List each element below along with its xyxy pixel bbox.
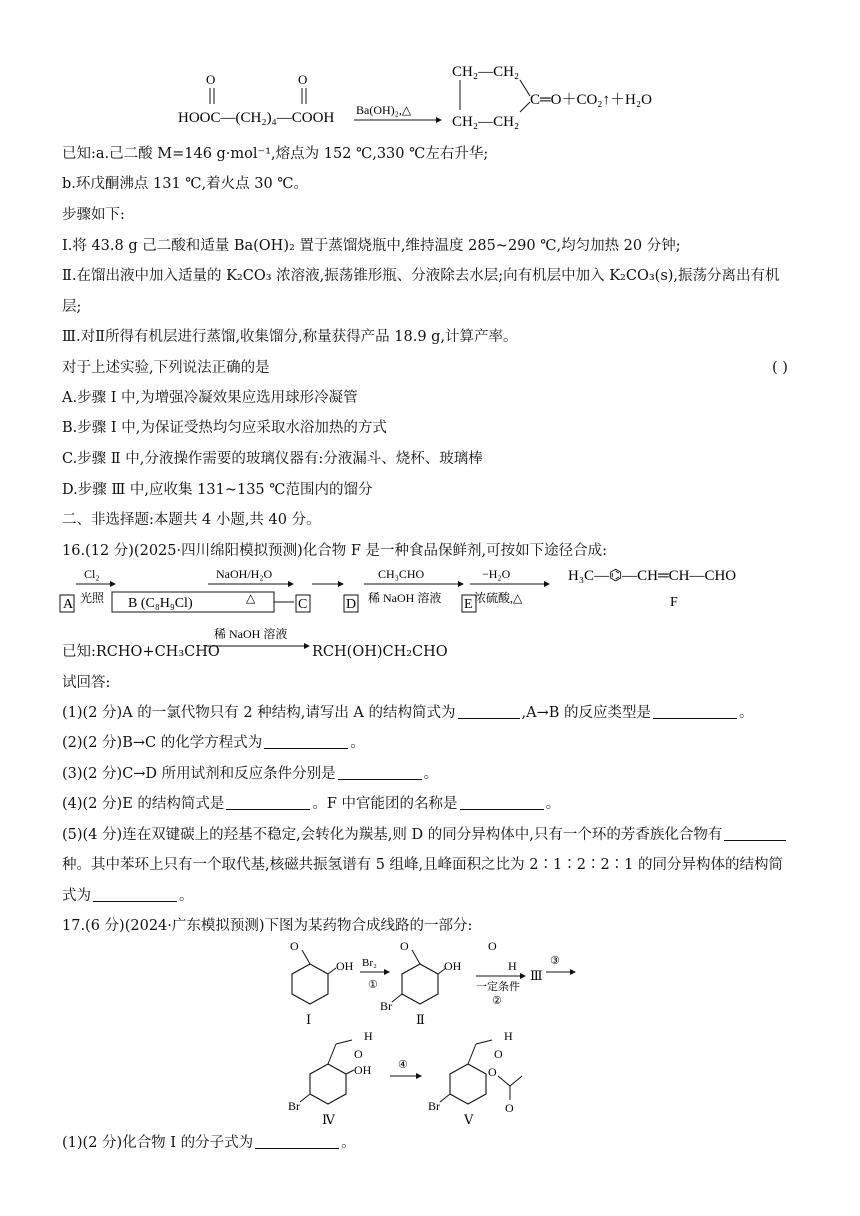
label-v: Ⅴ: [464, 1112, 474, 1127]
r3-bottom: 稀 NaOH 溶液: [368, 591, 442, 605]
blank-5a[interactable]: [724, 826, 786, 841]
question-stem: 对于上述实验,下列说法正确的是: [62, 360, 270, 376]
aldehyde-h: H: [508, 959, 517, 973]
r3-top: CH₃CHO: [378, 567, 425, 581]
blank-5c[interactable]: [93, 887, 177, 902]
r4-top: −H₂O: [482, 567, 511, 581]
q17-scheme: [280, 936, 600, 1128]
option-c: C.步骤 Ⅱ 中,分液操作需要的玻璃仪器有:分液漏斗、烧杯、玻璃棒: [62, 451, 483, 467]
ii-br: Br: [380, 999, 392, 1013]
q16-a-box: A: [63, 597, 74, 612]
blank-17-1[interactable]: [255, 1134, 339, 1149]
q16-b-box: B (C₈H₉Cl): [128, 596, 193, 611]
reagent-label: Ba(OH)₂,△: [356, 103, 412, 117]
step-3: Ⅲ.对Ⅱ所得有机层进行蒸馏,收集馏分,称量获得产品 18.9 g,计算产率。: [62, 329, 518, 345]
f-label: F: [670, 595, 678, 610]
label-iii: Ⅲ: [530, 968, 543, 983]
step2-no: ②: [492, 995, 502, 1007]
known16-reagent: 稀 NaOH 溶液: [214, 627, 288, 641]
step4-no: ④: [398, 1059, 408, 1071]
q16-part-1: (1)(2 分)A 的一氯代物只有 2 种结构,请写出 A 的结构简式为 ,A→B 的反应类型是 。: [62, 705, 754, 721]
option-a: A.步骤 Ⅰ 中,为增强冷凝效果应选用球形冷凝管: [62, 390, 358, 406]
q16-e-box: E: [464, 597, 473, 612]
blank-4b[interactable]: [460, 795, 544, 810]
q17-part-1: (1)(2 分)化合物 Ⅰ 的分子式为 。: [62, 1135, 356, 1151]
q16-part-3: (3)(2 分)C→D 所用试剂和反应条件分别是 。: [62, 766, 439, 782]
q16-title: 16.(12 分)(2025·四川绵阳模拟预测)化合物 F 是一种食品保鲜剂,可按如下途径合成:: [62, 543, 608, 559]
iv-o: O: [354, 1047, 363, 1061]
q16-part-2: (2)(2 分)B→C 的化学方程式为 。: [62, 735, 365, 751]
q16-part-5b: 种。其中苯环上只有一个取代基,核磁共振氢谱有 5 组峰,且峰面积之比为 2∶1∶2∶2∶1 的同分异构体的结构简: [62, 857, 784, 873]
label-iv: Ⅳ: [322, 1112, 335, 1127]
option-d: D.步骤 Ⅲ 中,应收集 131~135 ℃范围内的馏分: [62, 482, 373, 498]
v-ester-o: O: [488, 1065, 497, 1079]
q16-scheme: [58, 562, 798, 620]
q16-part-5a: (5)(4 分)连在双键碳上的羟基不稳定,会转化为羰基,则 D 的同分异构体中,只有一个环的芳香族化合物有: [62, 825, 788, 845]
reactant-formula: HOOC—(CH₂)₄—COOH: [178, 110, 335, 126]
v-br: Br: [428, 1099, 440, 1113]
blank-4a[interactable]: [226, 795, 310, 810]
answer-paren: ( ): [772, 360, 788, 376]
r1-top: Cl₂: [84, 567, 100, 581]
blank-2[interactable]: [264, 734, 348, 749]
q16-c-box: C: [298, 597, 308, 612]
known16-left: 已知:RCHO+CH₃CHO: [62, 644, 220, 660]
iv-h: H: [364, 1029, 373, 1043]
q16-part-4: (4)(2 分)E 的结构简式是 。F 中官能团的名称是 。: [62, 796, 561, 812]
q17-title: 17.(6 分)(2024·广东模拟预测)下图为某药物合成线路的一部分:: [62, 918, 473, 934]
f-structure: H₃C—⌬—CH═CH—CHO: [568, 568, 737, 584]
iv-oh: OH: [354, 1063, 372, 1077]
step-1: Ⅰ.将 43.8 g 己二酸和适量 Ba(OH)₂ 置于蒸馏烧瓶中,维持温度 285~290 ℃,均匀加热 20 分钟;: [62, 238, 681, 254]
section-heading: 二、非选择题:本题共 4 小题,共 40 分。: [62, 512, 321, 528]
v-o: O: [494, 1047, 503, 1061]
svg-text:O: O: [298, 72, 308, 87]
r4-bottom: 浓硫酸,△: [474, 591, 523, 605]
i-o: O: [290, 939, 299, 953]
ring-top: CH₂—CH₂: [452, 64, 520, 80]
ii-oh: OH: [444, 959, 462, 973]
product-tail: C═O＋CO₂↑＋H₂O: [530, 92, 652, 108]
step2-condition: 一定条件: [476, 981, 520, 993]
step-2b: 层;: [62, 299, 82, 315]
label-ii: Ⅱ: [416, 1012, 425, 1027]
step1-reagent: Br₂: [362, 957, 377, 969]
known-a: 已知:a.己二酸 M=146 g·mol⁻¹,熔点为 152 ℃,330 ℃左右升华;: [62, 146, 489, 162]
step3-no: ③: [550, 955, 560, 967]
q16-d-box: D: [346, 597, 357, 612]
label-i: Ⅰ: [306, 1012, 312, 1027]
ii-o: O: [400, 939, 409, 953]
r2-top: NaOH/H₂O: [216, 567, 273, 581]
option-b: B.步骤 Ⅰ 中,为保证受热均匀应采取水浴加热的方式: [62, 420, 387, 436]
steps-title: 步骤如下:: [62, 207, 125, 223]
v-h: H: [504, 1029, 513, 1043]
r2-bottom: △: [246, 591, 256, 605]
iv-br: Br: [288, 1099, 300, 1113]
top-reaction-scheme: [170, 58, 690, 138]
answer-prompt: 试回答:: [62, 675, 111, 691]
known16-arrow: [206, 624, 316, 654]
blank-3[interactable]: [338, 765, 422, 780]
svg-text:O: O: [206, 72, 216, 87]
blank-1b[interactable]: [653, 704, 737, 719]
step1-no: ①: [368, 979, 378, 991]
i-oh: OH: [336, 959, 354, 973]
step-2a: Ⅱ.在馏出液中加入适量的 K₂CO₃ 浓溶液,振荡锥形瓶、分液除去水层;向有机层中加入 K₂CO₃(s),振荡分离出有机: [62, 268, 780, 284]
ring-bottom: CH₂—CH₂: [452, 114, 520, 130]
known16-right: RCH(OH)CH₂CHO: [312, 644, 448, 660]
known-b: b.环戊酮沸点 131 ℃,着火点 30 ℃。: [62, 176, 309, 192]
q16-part-5c: 式为 。: [62, 888, 194, 904]
blank-1a[interactable]: [458, 704, 520, 719]
aldehyde-o: O: [488, 939, 497, 953]
r1-bottom: 光照: [80, 591, 105, 605]
v-carbonyl-o: O: [505, 1101, 514, 1115]
